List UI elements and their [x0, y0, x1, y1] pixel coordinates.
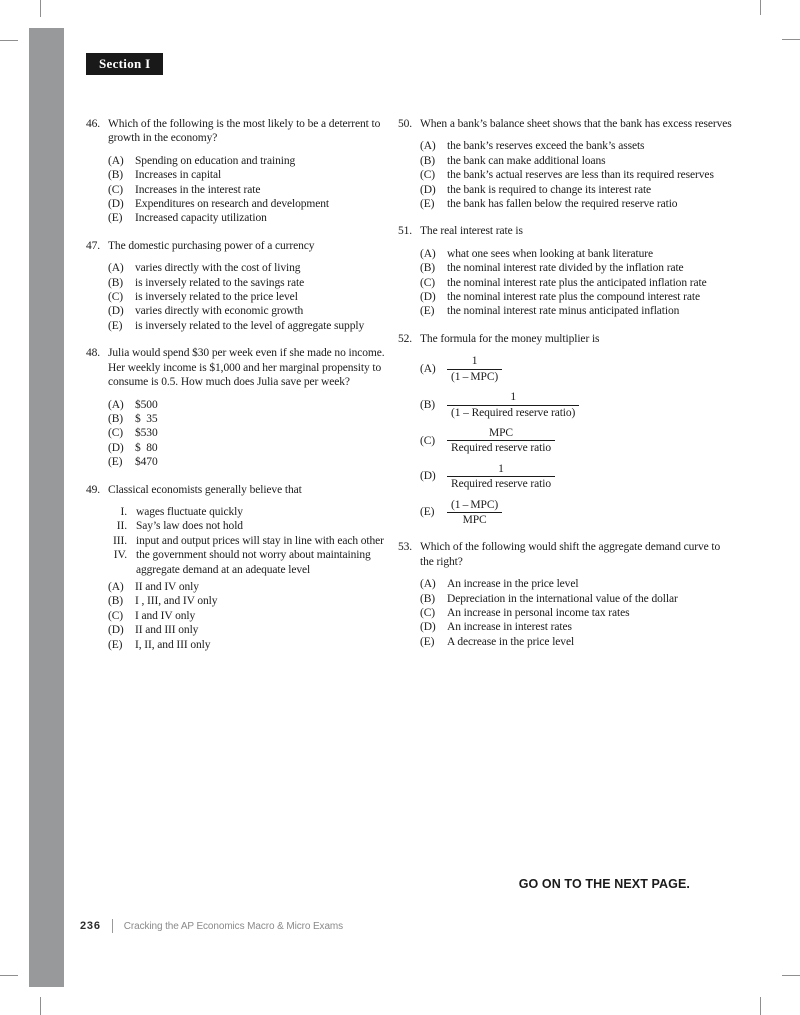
answer-choice [420, 139, 736, 153]
roman-item [106, 519, 388, 533]
question-46 [86, 117, 388, 226]
fraction [447, 498, 502, 528]
answer-choice [108, 580, 388, 594]
choice-text: is inversely related to the price level [135, 291, 298, 304]
footer-divider [112, 919, 113, 933]
fraction [447, 390, 579, 420]
section-tab: Section I [86, 53, 163, 75]
go-on-instruction: GO ON TO THE NEXT PAGE. [518, 877, 690, 891]
answer-choice [420, 276, 736, 290]
answer-choice [420, 606, 736, 620]
choice-text: the nominal interest rate plus the anticipated inflation rate [447, 276, 707, 289]
page-footer [80, 919, 343, 933]
roman-text: Say’s law does not hold [136, 520, 243, 533]
choice-label: (C) [420, 434, 436, 447]
book-title: Cracking the AP Economics Macro & Micro Exams [123, 920, 344, 932]
answer-choice [420, 183, 736, 197]
roman-item [106, 534, 388, 548]
choice-label: (E) [420, 506, 435, 519]
answer-choice [108, 455, 388, 469]
question-number: 50. [398, 118, 413, 130]
answer-choices [108, 398, 388, 470]
answer-choice [108, 197, 388, 211]
choice-text: An increase in the price level [447, 578, 579, 591]
answer-choice [420, 247, 736, 261]
choice-label: (D) [420, 291, 436, 304]
answer-choice [108, 412, 388, 426]
choice-text: Increased capacity utilization [135, 212, 267, 225]
answer-choice [108, 623, 388, 637]
answer-choice [108, 154, 388, 168]
choice-label: (D) [108, 624, 124, 637]
answer-choice [420, 426, 736, 456]
question-number: 49. [86, 483, 101, 496]
choice-text: An increase in interest rates [447, 621, 572, 634]
roman-text: input and output prices will stay in line with each other [136, 534, 384, 547]
choice-label: (B) [420, 262, 436, 275]
choice-text: Increases in the interest rate [135, 183, 261, 196]
crop-mark [0, 40, 18, 41]
answer-choice [420, 390, 736, 420]
answer-choice [420, 154, 736, 168]
choice-label: (B) [420, 592, 436, 605]
choice-text: $470 [135, 456, 158, 469]
choice-label: (D) [420, 621, 436, 634]
choice-text: I, II, and III only [135, 638, 211, 651]
roman-item [106, 505, 388, 519]
choice-label: (A) [108, 154, 124, 167]
crop-mark [40, 0, 41, 17]
roman-label: II. [116, 520, 127, 533]
fraction-denominator: Required reserve ratio [447, 440, 555, 455]
crop-mark [0, 975, 18, 976]
crop-mark [760, 0, 761, 15]
answer-choice [108, 290, 388, 304]
answer-choice [108, 183, 388, 197]
choice-label: (C) [108, 609, 124, 622]
choice-label: (A) [420, 140, 436, 153]
fraction-numerator: 1 [471, 355, 478, 368]
fraction-denominator: MPC [447, 512, 502, 527]
answer-choice [420, 635, 736, 649]
choice-label: (C) [108, 291, 124, 304]
question-stem: The domestic purchasing power of a currency [108, 239, 315, 252]
choice-label: (A) [420, 578, 436, 591]
answer-choice [420, 462, 736, 492]
choice-label: (E) [420, 305, 435, 318]
choice-label: (A) [420, 247, 436, 260]
answer-choice [420, 304, 736, 318]
question-stem: Which of the following would shift the aggregate demand curve to the right? [420, 541, 721, 568]
fraction-numerator: (1 – MPC) [451, 498, 499, 511]
choice-label: (B) [420, 154, 436, 167]
answer-choice [108, 426, 388, 440]
question-52 [398, 332, 736, 527]
answer-choice [420, 290, 736, 304]
answer-choice [108, 594, 388, 608]
choice-text: $ 80 [135, 441, 158, 454]
fraction [447, 462, 555, 492]
roman-numeral-list [106, 505, 388, 577]
choice-label: (D) [108, 305, 124, 318]
answer-choices [420, 577, 736, 649]
roman-text: wages fluctuate quickly [136, 505, 243, 518]
question-number: 52. [398, 332, 413, 345]
choice-text: the bank has fallen below the required reserve ratio [447, 198, 678, 211]
choice-text: the bank can make additional loans [447, 154, 606, 167]
roman-label: IV. [113, 549, 127, 562]
fraction-denominator: (1 – Required reserve ratio) [447, 405, 579, 420]
answer-choice [108, 441, 388, 455]
fraction-denominator: (1 – MPC) [447, 369, 502, 384]
choice-text: the bank’s actual reserves are less than its required reserves [447, 169, 714, 182]
question-stem: The formula for the money multiplier is [420, 332, 600, 345]
choice-label: (C) [108, 183, 124, 196]
question-stem: Which of the following is the most likely to be a deterrent to growth in the economy? [108, 118, 381, 145]
choice-label: (A) [108, 580, 124, 593]
choice-text: the nominal interest rate minus anticipated inflation [447, 305, 680, 318]
choice-text: Spending on education and training [135, 154, 296, 167]
choice-label: (E) [420, 198, 435, 211]
choice-label: (D) [108, 198, 124, 211]
answer-choice [108, 304, 388, 318]
choice-text: II and III only [135, 624, 199, 637]
choice-text: the nominal interest rate divided by the inflation rate [447, 262, 684, 275]
answer-choices [420, 354, 736, 527]
choice-label: (C) [108, 427, 124, 440]
crop-mark [782, 39, 800, 40]
question-number: 48. [86, 347, 101, 360]
question-column-left [86, 117, 388, 665]
choice-label: (A) [108, 398, 124, 411]
answer-choice [108, 638, 388, 652]
choice-text: the bank’s reserves exceed the bank’s assets [447, 140, 645, 153]
choice-text: varies directly with economic growth [135, 305, 304, 318]
choice-text: II and IV only [135, 580, 199, 593]
crop-mark [40, 997, 41, 1015]
answer-choice [108, 276, 388, 290]
choice-text: I and IV only [135, 609, 196, 622]
choice-label: (B) [108, 595, 124, 608]
fraction-numerator: MPC [488, 426, 513, 439]
answer-choice [420, 620, 736, 634]
choice-label: (C) [420, 169, 436, 182]
fraction-numerator: 1 [510, 391, 516, 404]
question-stem: When a bank’s balance sheet shows that the bank has excess reserves [420, 118, 732, 130]
answer-choices [420, 139, 736, 211]
question-53 [398, 540, 736, 649]
fraction [447, 426, 555, 456]
choice-text: the nominal interest rate plus the compound interest rate [447, 291, 700, 304]
answer-choice [420, 592, 736, 606]
choice-text: $500 [135, 398, 158, 411]
question-stem: Julia would spend $30 per week even if she made no income. Her weekly income is $1,000 and her marginal propensity to consume is 0.5. How much does Julia save per week? [108, 347, 385, 389]
choice-text: the bank is required to change its interest rate [447, 183, 652, 196]
roman-item [106, 548, 388, 577]
choice-label: (A) [420, 362, 436, 375]
choice-label: (E) [108, 456, 123, 469]
choice-label: (E) [108, 212, 123, 225]
choice-text: $530 [135, 427, 158, 440]
answer-choices [420, 247, 736, 319]
answer-choice [108, 261, 388, 275]
answer-choice [420, 498, 736, 528]
answer-choice [108, 398, 388, 412]
question-48 [86, 346, 388, 469]
choice-text: $ 35 [135, 412, 158, 425]
choice-text: Increases in capital [135, 169, 222, 182]
question-stem: The real interest rate is [420, 225, 523, 238]
choice-label: (D) [420, 470, 436, 483]
choice-text: Expenditures on research and development [135, 198, 329, 211]
answer-choice [108, 168, 388, 182]
choice-text: what one sees when looking at bank literature [447, 247, 653, 260]
choice-label: (E) [420, 635, 435, 648]
question-51 [398, 224, 736, 318]
answer-choices [108, 154, 388, 226]
answer-choice [420, 168, 736, 182]
answer-choices [108, 580, 388, 652]
choice-text: varies directly with the cost of living [135, 262, 301, 275]
answer-choices [108, 261, 388, 333]
choice-label: (B) [108, 276, 124, 289]
answer-choice [108, 609, 388, 623]
choice-text: I , III, and IV only [135, 595, 218, 608]
question-47 [86, 239, 388, 333]
question-50 [398, 117, 736, 211]
fraction [447, 354, 502, 384]
choice-text: is inversely related to the savings rate [135, 276, 305, 289]
choice-text: An increase in personal income tax rates [447, 606, 630, 619]
choice-label: (E) [108, 638, 123, 651]
choice-label: (D) [420, 183, 436, 196]
choice-label: (E) [108, 319, 123, 332]
fraction-numerator: 1 [498, 462, 504, 475]
roman-text: the government should not worry about maintaining aggregate demand at an adequate level [136, 549, 371, 576]
choice-text: is inversely related to the level of aggregate supply [135, 319, 365, 332]
crop-mark [760, 997, 761, 1015]
answer-choice [420, 261, 736, 275]
question-stem: Classical economists generally believe that [108, 483, 302, 496]
question-number: 46. [86, 118, 101, 130]
choice-label: (C) [420, 276, 436, 289]
fraction-denominator: Required reserve ratio [447, 476, 555, 491]
page-number: 236 [80, 920, 101, 932]
answer-choice [420, 354, 736, 384]
choice-label: (B) [420, 398, 436, 411]
answer-choice [108, 319, 388, 333]
question-number: 51. [398, 225, 413, 238]
choice-label: (A) [108, 262, 124, 275]
answer-choice [108, 211, 388, 225]
choice-label: (B) [108, 169, 124, 182]
question-column-right [398, 117, 736, 662]
choice-text: Depreciation in the international value of the dollar [447, 592, 678, 605]
answer-choice [420, 577, 736, 591]
answer-choice [420, 197, 736, 211]
question-number: 47. [86, 239, 101, 252]
choice-text: A decrease in the price level [447, 635, 575, 648]
choice-label: (D) [108, 441, 124, 454]
roman-label: III. [113, 534, 127, 547]
choice-label: (B) [108, 412, 124, 425]
choice-label: (C) [420, 606, 436, 619]
crop-mark [782, 975, 800, 976]
question-49 [86, 483, 388, 652]
roman-label: I. [120, 505, 127, 518]
question-number: 53. [398, 541, 413, 554]
page-edge-bar [29, 28, 64, 987]
